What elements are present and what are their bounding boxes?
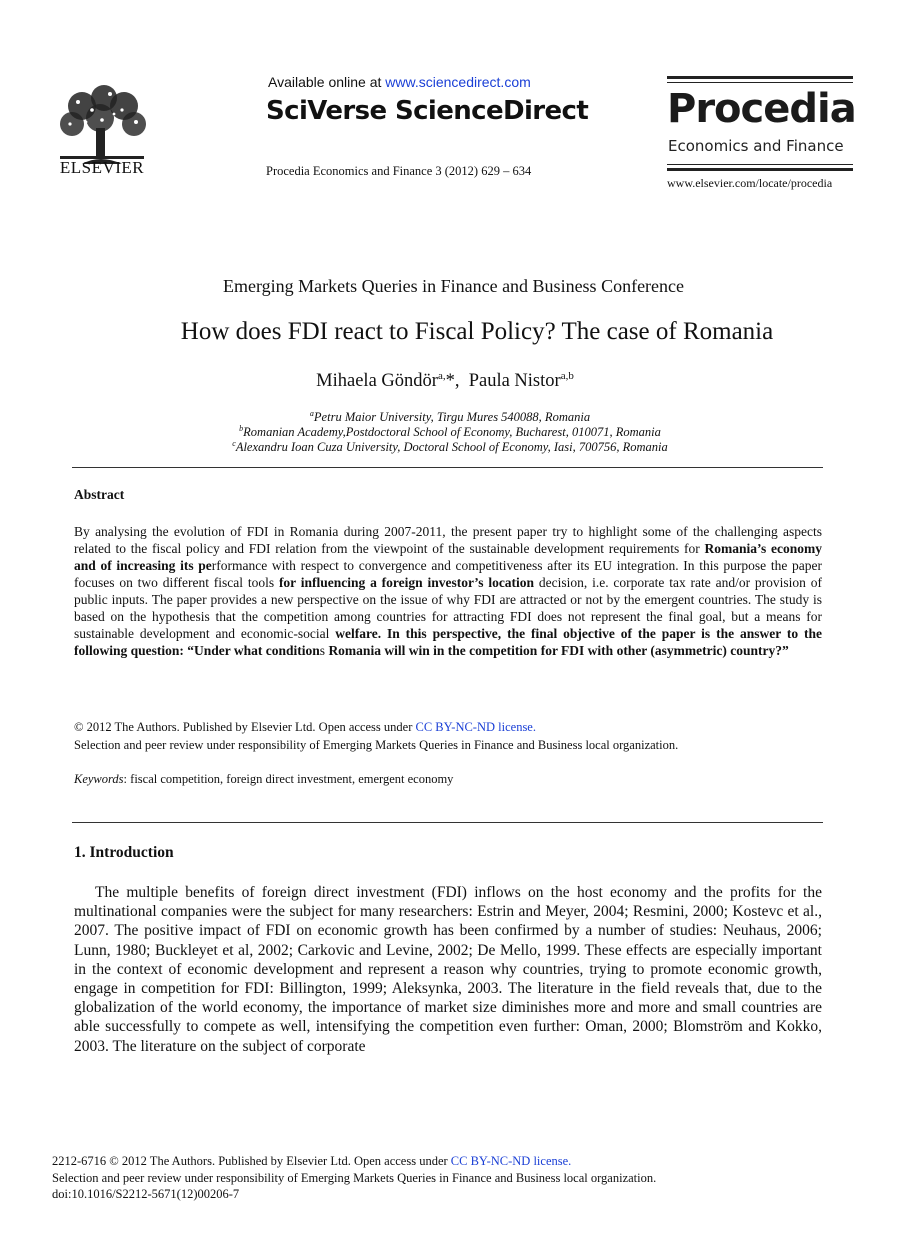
section-divider — [72, 467, 823, 468]
keywords-line — [74, 772, 453, 787]
journal-reference: Procedia Economics and Finance 3 (2012) 629 – 634 — [266, 164, 532, 178]
affiliation — [0, 409, 900, 425]
procedia-url-link[interactable]: www.elsevier.com/locate/procedia — [667, 176, 833, 190]
author-name: Mihaela Göndör — [316, 371, 438, 392]
author-superscript: a,b — [560, 370, 574, 382]
introduction-heading: 1. Introduction — [74, 844, 174, 861]
abstract-heading: Abstract — [74, 487, 125, 502]
affiliation — [0, 424, 900, 440]
available-prefix: Available online at — [268, 74, 386, 90]
keywords-label: Keywords — [74, 772, 124, 786]
section-divider — [72, 822, 823, 823]
copyright-block — [74, 718, 834, 754]
paper-title: How does FDI react to Fiscal Policy? The case of Romania — [180, 318, 774, 345]
abstract-bold: welfare. In this perspective, the final objective of the paper is the answer to the following question: “Under what condition — [74, 626, 822, 658]
introduction-body: The multiple benefits of foreign direct investment (FDI) inflows on the host economy and the profits for the multinational companies were the subject for many researchers: Estrin and Meyer, 2004; Resmini, 2000; Kostevc et al., 2007. The positive impact of FDI on economic growth has been confirmed by a number of studies: Neuhaus, 2006; Lunn, 1980; Buckleyet et al, 2002; Carkovic and Levine, 2002; De Mello, 1999. These effects are especially important in the context of economic development and represent a reason why countries, trying to promote economic growth, engage in competition for FDI: Billington, 1999; Aleksynka, 2003. The literature in the field reveals that, due to the globalization of the world economy, the importance of market size diminishes more and more and small countries are able successfully to compete as well, intensifying the competition even further: Oman, 2000; Blomström and Kokko, 2003. The literature on the subject of corporate — [74, 884, 822, 1055]
affiliation-text: Romanian Academy,Postdoctoral School of Economy, Bucharest, 010071, Romania — [243, 425, 661, 440]
affiliation-text: Alexandru Ioan Cuza University, Doctoral School of Economy, Iasi, 700756, Romania — [235, 440, 668, 455]
abstract-text: rformance with respect to convergence and competitiveness after its EU integration. In this purpose the paper focuses on two different fiscal tools — [74, 558, 822, 590]
license-link[interactable]: CC BY-NC-ND license. — [415, 720, 536, 734]
sciverse-logo: SciVerse ScienceDirect — [266, 96, 589, 126]
elsevier-wordmark: ELSEVIER — [59, 158, 145, 177]
affiliation-text: Petru Maior University, Tirgu Mures 540088, Romania — [313, 410, 591, 425]
page-footer — [52, 1153, 852, 1203]
footer-issn-text: 2212-6716 © 2012 The Authors. Published by Elsevier Ltd. Open access under — [52, 1154, 451, 1168]
abstract-text: By analysing the evolution of FDI in Romania during 2007-2011, the present paper try to highlight some of the challenging aspects related to the fiscal policy and FDI relation from the viewpoint of the sustainable development requirements for — [74, 524, 822, 556]
affiliation — [0, 439, 900, 455]
footer-issn-line — [52, 1153, 852, 1170]
available-online — [268, 74, 531, 90]
affiliation-superscript: a — [309, 409, 314, 418]
procedia-rule — [667, 164, 853, 165]
author-superscript: a, — [437, 370, 446, 382]
abstract-bold: Romania’s economy and of increasing its pe — [74, 541, 822, 573]
conference-name: Emerging Markets Queries in Finance and Business Conference — [222, 276, 685, 296]
procedia-rule — [667, 76, 853, 79]
keywords-colon: : — [123, 772, 128, 786]
footer-license-link[interactable]: CC BY-NC-ND license. — [450, 1154, 572, 1168]
affiliation-superscript: b — [239, 424, 244, 433]
abstract-text: decision, i.e. corporate tax rate and/or provision of public inputs. The paper provides a new perspective on the issue of why FDI are attracted or not by the emergent countries. The study is based on the hypothesis that the competition among countries for attracting FDI does not represent the final goal, but a means for sustainable development and economic-social — [74, 575, 822, 641]
author-list: Mihaela Göndör$^{a,}$*, Paula Nistor$^{a,b}$ — [316, 370, 574, 392]
copyright-text: © 2012 The Authors. Published by Elsevier Ltd. Open access under — [74, 720, 416, 734]
abstract-body — [74, 523, 822, 659]
abstract-bold: Romania will win in the competition for FDI with other (asymmetric) country?” — [328, 643, 789, 658]
procedia-subtitle: Economics and Finance — [668, 137, 844, 155]
author-name: Paula Nistor — [468, 371, 561, 392]
footer-peer-review: Selection and peer review under responsibility of Emerging Markets Queries in Finance and Business local organization. — [52, 1170, 657, 1185]
corresponding-mark: * — [445, 371, 455, 392]
procedia-logo: Procedia — [667, 86, 856, 132]
procedia-rule — [667, 82, 853, 83]
keywords-list: fiscal competition, foreign direct investment, emergent economy — [127, 772, 454, 786]
abstract-bold: for influencing a foreign investor’s location — [278, 575, 535, 590]
footer-doi: doi:10.1016/S2212-5671(12)00206-7 — [52, 1187, 240, 1201]
copyright-line — [74, 718, 834, 736]
peer-review-line: Selection and peer review under responsibility of Emerging Markets Queries in Finance and Business local organization. — [74, 738, 679, 752]
abstract-text: s — [319, 643, 329, 658]
sciencedirect-link[interactable]: www.sciencedirect.com — [385, 74, 531, 90]
procedia-rule — [667, 168, 853, 171]
affiliation-superscript: c — [232, 439, 236, 448]
